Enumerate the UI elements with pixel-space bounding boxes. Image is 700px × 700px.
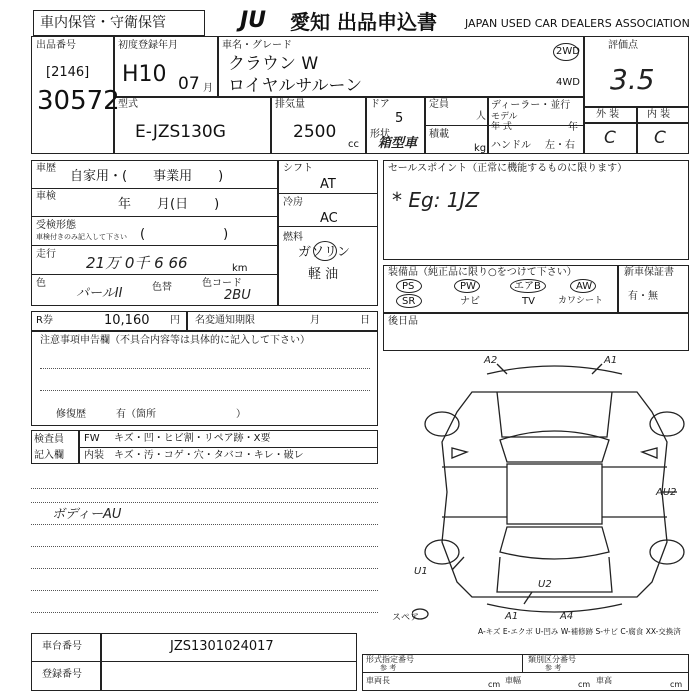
fw-label: FW	[84, 433, 100, 444]
mark-u1: U1	[414, 566, 428, 577]
modelyear-unit: 年	[568, 122, 578, 133]
seats-label: 定員	[429, 99, 449, 110]
mark-a4: A4	[560, 611, 574, 622]
reg-label: 初度登録年月	[118, 40, 178, 51]
sr-circle	[396, 294, 422, 308]
reg-month-unit: 月	[203, 83, 213, 94]
length-label: 車両長	[366, 676, 390, 685]
shape-label: 形状	[370, 129, 390, 140]
shift-label: シフト	[283, 163, 313, 174]
height-label: 車高	[596, 676, 612, 685]
color-label: 色	[36, 278, 46, 289]
width-label: 車幅	[505, 676, 521, 685]
later-items-box	[383, 313, 689, 351]
damage-legend: A-キズ E-エクボ U-凹み W-補修跡 S-サビ C-腐食 XX-交換済	[478, 627, 681, 636]
equipment-label: 装備品（純正品に限り○をつけて下さい）	[388, 267, 577, 278]
score-value: 3.5	[610, 63, 655, 96]
storage-badge-text: 車内保管・守衛保管	[40, 15, 166, 31]
name-label: 車名・グレード	[222, 40, 292, 51]
name-change-month: 月	[310, 315, 320, 326]
fuel-value2: 軽 油	[308, 267, 339, 282]
mileage-label: 走行	[36, 249, 56, 260]
chassis-label: 車台番号	[42, 641, 82, 652]
equip-pw: PW	[460, 281, 476, 292]
ju-logo: JU	[240, 8, 267, 33]
mark-u2: U2	[538, 579, 552, 590]
sales-note: * Eg: 1JZ	[392, 188, 480, 212]
modelyear-label: モデル 年 式	[491, 112, 518, 132]
ac-label: 冷房	[283, 197, 303, 208]
pw-circle	[454, 279, 480, 293]
warranty-label: 新車保証書	[624, 267, 674, 278]
color-code-label: 色コード	[202, 278, 242, 289]
equipment-list	[398, 281, 613, 311]
mark-a1-rear: A1	[505, 611, 519, 622]
name-line2: ロイヤルサルーン	[228, 76, 363, 96]
inspector-label2: 記入欄	[34, 450, 64, 461]
lot-label: 出品番号	[36, 40, 76, 51]
disp-unit: cc	[348, 139, 359, 150]
size-label1: 形式指定番号	[366, 655, 414, 664]
dealer-label: ディーラー・並行	[491, 100, 571, 111]
model-label: 型式	[118, 99, 138, 110]
seats-unit: 人	[476, 111, 486, 122]
model-value: E-JZS130G	[135, 122, 226, 142]
repair-value: 有（箇所 ）	[116, 409, 246, 420]
equip-seat: カワシート	[558, 296, 604, 306]
int-insp-items: キズ・汚・コゲ・穴・タバコ・キレ・破レ	[114, 450, 304, 461]
airbag-circle	[510, 279, 546, 293]
mark-au2: AU2	[656, 487, 677, 498]
equip-aw: AW	[576, 281, 593, 292]
mark-a2-front: A2	[484, 355, 498, 366]
name-change-label: 名変通知期限	[195, 315, 255, 326]
ref-label1: 参 考	[380, 664, 397, 672]
consign-label: 受検形態	[36, 220, 76, 231]
drive-2wd: 2WD	[556, 46, 580, 57]
notes-label: 注意事項申告欄（不具合内容等は具体的に記入して下さい）	[40, 335, 310, 346]
spare-label: スペア	[392, 613, 420, 623]
lot-small: [2146]	[46, 65, 90, 80]
chassis-value: JZS1301024017	[170, 639, 274, 654]
mileage-value: 21万 0千 6 66	[86, 254, 188, 272]
consign-value: ( )	[140, 227, 229, 242]
shift-value: AT	[320, 177, 336, 192]
width-cm: cm	[578, 680, 591, 689]
reg-year: H10	[122, 62, 167, 87]
body-note: ボディーAU	[52, 507, 122, 522]
drive-4wd: 4WD	[556, 77, 580, 88]
form-title: 愛知 出品申込書	[290, 10, 437, 34]
car-diagram	[412, 352, 697, 634]
history-value: 自家用・( 事業用 )	[70, 169, 224, 184]
shape-value: 箱型車	[378, 136, 418, 151]
size-label2: 類別区分番号	[528, 655, 576, 664]
recycle-unit: 円	[170, 315, 180, 326]
color-value: パールII	[76, 286, 123, 301]
aw-circle	[570, 279, 596, 293]
warranty-value: 有・無	[628, 291, 658, 302]
ref-label2: 参 考	[545, 664, 562, 672]
association-name: JAPAN USED CAR DEALERS ASSOCIATION	[465, 17, 690, 30]
fuel-label: 燃料	[283, 232, 303, 243]
inspection-value: 年 月(日 )	[118, 197, 220, 212]
equip-airbag: エアB	[514, 281, 541, 292]
equip-ps: PS	[402, 281, 415, 292]
sales-label: セールスポイント（正常に機能するものに限ります）	[388, 163, 628, 174]
fw-items: キズ・凹・ヒビ割・リペア跡・X要	[114, 433, 271, 444]
reg-month: 07	[178, 74, 200, 94]
inspection-label: 車検	[36, 191, 56, 202]
mark-a1-front: A1	[604, 355, 618, 366]
ac-value: AC	[320, 211, 338, 226]
int-grade: C	[654, 128, 666, 148]
color-change-label: 色替	[152, 282, 172, 293]
doors-label: ドア	[370, 99, 390, 110]
int-insp-label: 内装	[84, 450, 104, 461]
equip-navi: ナビ	[460, 296, 480, 307]
plate-label: 登録番号	[42, 669, 82, 680]
ext-label: 外 装	[596, 109, 620, 120]
name-line1: クラウン W	[228, 54, 319, 74]
load-label: 積載	[429, 129, 449, 140]
height-cm: cm	[670, 680, 683, 689]
handle-label: ハンドル	[491, 140, 531, 151]
later-label: 後日品	[388, 316, 418, 327]
history-label: 車歴	[36, 163, 56, 174]
handle-opts: 左・右	[545, 140, 575, 151]
repair-label: 修復歴	[56, 409, 86, 420]
name-change-day: 日	[360, 315, 370, 326]
lot-number: 30572	[37, 86, 120, 116]
disp-value: 2500	[293, 122, 337, 142]
score-label: 評価点	[608, 40, 638, 51]
equip-sr: SR	[402, 296, 416, 307]
int-label: 内 装	[647, 109, 671, 120]
inspector-label1: 検査員	[34, 434, 64, 445]
consign-sub: 車検付きのみ記入して下さい	[36, 233, 127, 241]
fuel-value1: ガソリン	[298, 245, 351, 260]
recycle-value: 10,160	[104, 313, 150, 328]
mileage-unit: km	[232, 263, 248, 274]
disp-label: 排気量	[275, 99, 305, 110]
equip-tv: TV	[522, 296, 535, 307]
recycle-label: R券	[36, 315, 53, 326]
ps-circle	[396, 279, 422, 293]
load-unit: kg	[474, 143, 487, 154]
length-cm: cm	[488, 680, 501, 689]
ext-grade: C	[604, 128, 616, 148]
doors-value: 5	[395, 111, 404, 126]
color-code-value: 2BU	[224, 288, 251, 303]
